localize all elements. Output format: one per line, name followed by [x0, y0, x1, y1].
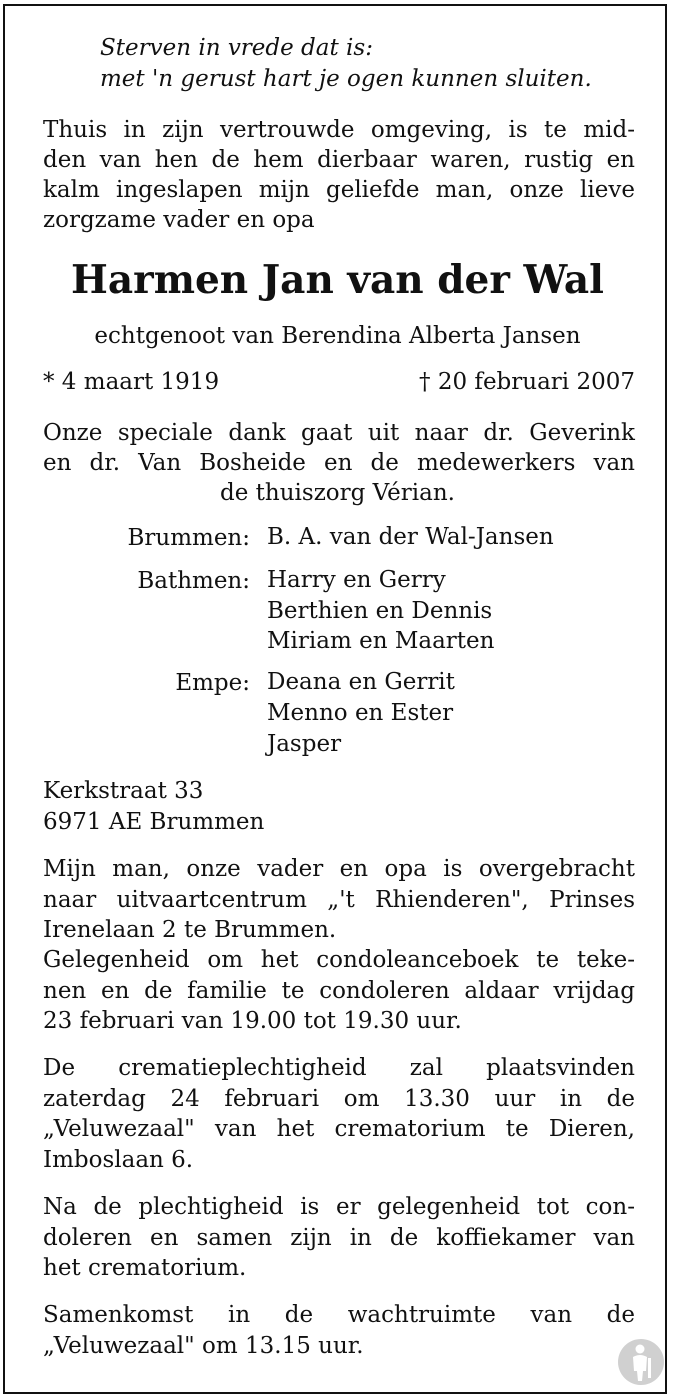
- after-line-2: doleren en samen zijn in de koffiekamer van: [43, 1225, 635, 1251]
- family-name: Harry en Gerry: [267, 567, 446, 593]
- family-place-bathmen: Bathmen:: [137, 568, 250, 594]
- funeral-home-line-5: nen en de familie te condoleren aldaar vrijdag: [43, 978, 635, 1004]
- funeral-home-line-6: 23 februari van 19.00 tot 19.30 uur.: [43, 1008, 462, 1034]
- address-city: 6971 AE Brummen: [43, 809, 265, 835]
- ceremony-line-3: „Veluwezaal" van het crematorium te Dieren,: [43, 1116, 635, 1142]
- memorial-logo-icon: [617, 1338, 665, 1386]
- family-name: Menno en Ester: [267, 700, 454, 726]
- after-line-1: Na de plechtigheid is er gelegenheid tot con-: [43, 1194, 635, 1220]
- funeral-home-line-2: naar uitvaartcentrum „'t Rhienderen", Prinses: [43, 887, 635, 913]
- verse-line-2: met 'n gerust hart je ogen kunnen sluiten.: [100, 66, 592, 92]
- family-name: B. A. van der Wal-Jansen: [267, 524, 554, 550]
- family-name: Jasper: [267, 731, 342, 757]
- address-street: Kerkstraat 33: [43, 778, 204, 804]
- thanks-line-1: Onze speciale dank gaat uit naar dr. Geverink: [43, 420, 635, 446]
- birth-date: * 4 maart 1919: [43, 369, 220, 395]
- after-line-3: het crematorium.: [43, 1255, 247, 1281]
- gathering-line-1: Samenkomst in de wachtruimte van de: [43, 1302, 635, 1328]
- intro-line-1: Thuis in zijn vertrouwde omgeving, is te mid-: [43, 117, 635, 143]
- intro-line-3: kalm ingeslapen mijn geliefde man, onze lieve: [43, 177, 635, 203]
- thanks-line-2: en dr. Van Bosheide en de medewerkers van: [43, 450, 635, 476]
- funeral-home-line-3: Irenelaan 2 te Brummen.: [43, 917, 337, 943]
- funeral-home-line-1: Mijn man, onze vader en opa is overgebracht: [43, 856, 635, 882]
- intro-line-2: den van hen de hem dierbaar waren, rustig en: [43, 147, 635, 173]
- ceremony-line-1: De crematieplechtigheid zal plaatsvinden: [43, 1055, 635, 1081]
- intro-line-4: zorgzame vader en opa: [43, 207, 315, 233]
- verse-line-1: Sterven in vrede dat is:: [100, 35, 373, 61]
- family-place-brummen: Brummen:: [127, 525, 250, 551]
- spouse-line: echtgenoot van Berendina Alberta Jansen: [94, 323, 581, 349]
- gathering-line-2: „Veluwezaal" om 13.15 uur.: [43, 1333, 364, 1359]
- family-name: Deana en Gerrit: [267, 669, 455, 695]
- family-name: Miriam en Maarten: [267, 628, 495, 654]
- ceremony-line-4: Imboslaan 6.: [43, 1147, 194, 1173]
- family-place-empe: Empe:: [175, 670, 250, 696]
- death-date: † 20 februari 2007: [419, 369, 635, 395]
- funeral-home-line-4: Gelegenheid om het condoleanceboek te teke-: [43, 947, 635, 973]
- ceremony-line-2: zaterdag 24 februari om 13.30 uur in de: [43, 1086, 635, 1112]
- family-name: Berthien en Dennis: [267, 598, 493, 624]
- deceased-name: Harmen Jan van der Wal: [71, 257, 604, 303]
- thanks-line-3: de thuiszorg Vérian.: [220, 480, 455, 506]
